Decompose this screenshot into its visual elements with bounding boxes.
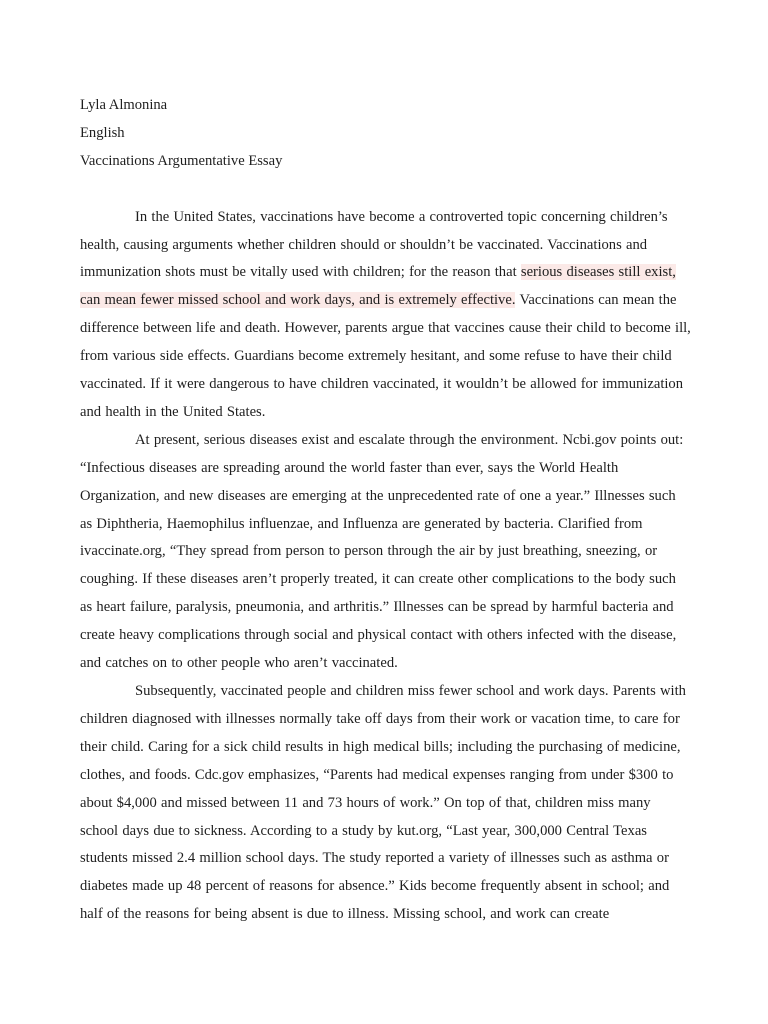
paragraph-missed-days (80, 678, 692, 929)
paragraph-text: At present, serious diseases exist and escalate through the environment. Ncbi.gov points out: “Infectious diseases are spreading around the world faster than ever, says the World Health Organization, and new diseases are emerging at the unprecedented rate of one a year.” Illnesses such as Diphtheria, Haemophilus influenzae, and Influenza are generated by bacteria. Clarified from ivaccinate.org, “They spread from person to person through the air by just breathing, sneezing, or coughing. If these diseases aren’t properly treated, it can create other complications to the body such as heart failure, paralysis, pneumonia, and arthritis.” Illnesses can be spread by harmful bacteria and create heavy complications through social and physical contact with others infected with the disease, and catches on to other people who aren’t vaccinated. (80, 431, 684, 672)
essay-title: Vaccinations Argumentative Essay (80, 152, 283, 169)
author-name: Lyla Almonina (80, 97, 168, 113)
paragraph-text: In the United States, vaccinations have become a controverted topic concerning children’s health, causing arguments whether children should or shouldn’t be vaccinated. Vaccinations and immunization shots must be vitally used with children; for the reason that (80, 208, 668, 281)
paragraph-text: Vaccinations can mean the difference between life and death. However, parents argue that vaccines cause their child to become ill, from various side effects. Guardians become extremely hesitant, and some refuse to have their child vaccinated. If it were dangerous to have children vaccinated, it wouldn’t be allowed for immunization and health in the United States. (80, 292, 691, 420)
header-spacer (80, 176, 692, 204)
paragraph-diseases (80, 427, 692, 678)
highlighted-thesis: serious diseases still exist, can mean fewer missed school and work days, and is extremely effective. (80, 264, 676, 309)
essay-body (80, 92, 692, 929)
paragraph-intro (80, 204, 692, 427)
course-name: English (80, 124, 125, 141)
paragraph-text: Subsequently, vaccinated people and children miss fewer school and work days. Parents with children diagnosed with illnesses normally take off days from their work or vacation time, to care for their child. Caring for a sick child results in high medical bills; including the purchasing of medicine, clothes, and foods. Cdc.gov emphasizes, “Parents had medical expenses ranging from under $300 to about $4,000 and missed between 11 and 73 hours of work.” On top of that, children miss many school days due to sickness. According to a study by kut.org, “Last year, 300,000 Central Texas students missed 2.4 million school days. The study reported a variety of illnesses such as asthma or diabetes made up 48 percent of reasons for absence.” Kids become frequently absent in school; and half of the reasons for being absent is due to illness. Missing school, and work can create (80, 683, 686, 923)
